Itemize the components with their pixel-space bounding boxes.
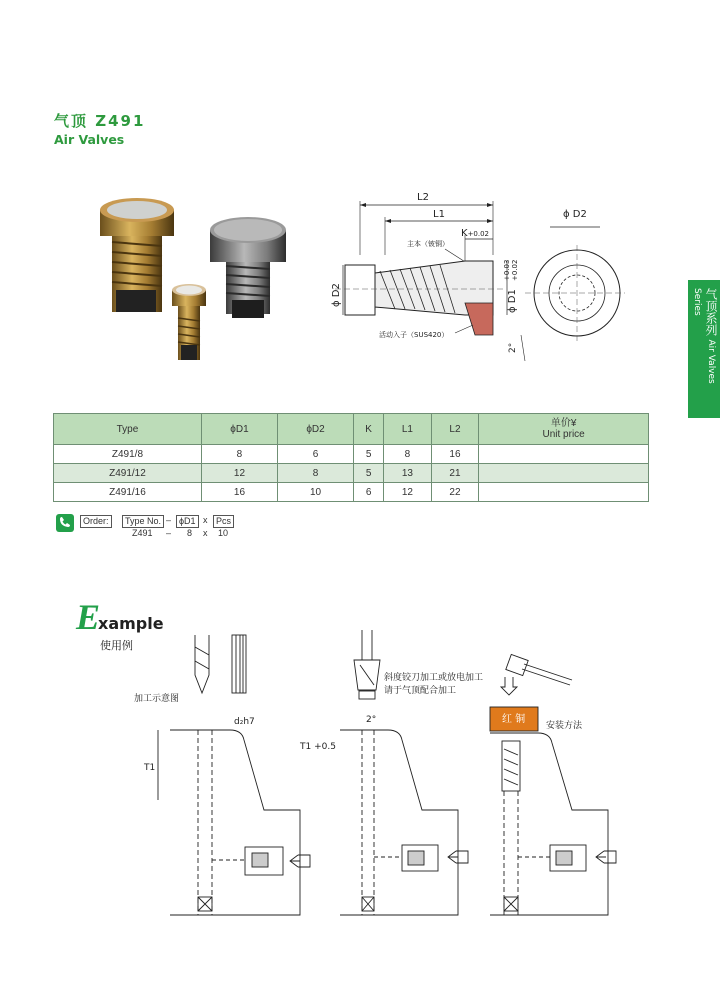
order-x: x: [203, 515, 208, 525]
brass-valve-large: [100, 198, 174, 312]
brass-valve-small: [172, 284, 206, 360]
reamer-icon: [232, 635, 246, 693]
col-K: K: [354, 414, 384, 445]
dim-L2: L2: [417, 192, 429, 203]
dim-D1-tol-top: +0.03: [503, 259, 511, 281]
cell-L1: 13: [384, 464, 432, 483]
order-dash: –: [166, 515, 172, 525]
example-heading: xample: [98, 614, 164, 633]
table-row: [54, 464, 649, 483]
angle-label: 2°: [366, 715, 377, 725]
process-label: 加工示意图: [134, 694, 180, 704]
dim-phiD2-end: ϕ D2: [563, 209, 587, 220]
dim-T1: T1: [144, 763, 156, 773]
order-pcs: Pcs: [213, 515, 234, 528]
order-format: [56, 514, 276, 540]
cell-type: Z491/12: [54, 464, 202, 483]
col-L2: L2: [431, 414, 479, 445]
note-line-2: 请于气顶配合加工: [384, 686, 457, 696]
order-example-pcs: 10: [218, 528, 229, 538]
copper-label: 红 铜: [502, 714, 526, 725]
cell-phiD1: 8: [201, 445, 277, 464]
cell-phiD2: 8: [277, 464, 353, 483]
col-phiD2: ϕD2: [277, 414, 353, 445]
section-tab-cn: 气顶系列: [704, 288, 718, 336]
taper-reamer-icon: [354, 630, 380, 699]
cell-type: Z491/16: [54, 483, 202, 502]
col-price: [479, 414, 649, 445]
page-title: 气顶 Z491: [54, 112, 146, 130]
dim-d2h7: d₂h7: [234, 717, 255, 727]
col-phiD1: ϕD1: [201, 414, 277, 445]
cell-L2: 21: [431, 464, 479, 483]
table-row: [54, 445, 649, 464]
order-example-type: Z491: [132, 528, 153, 538]
col-L1: L1: [384, 414, 432, 445]
dim-T1-05: T1 +0.5: [300, 742, 336, 752]
product-photo: [90, 190, 310, 370]
order-d1: ϕD1: [176, 515, 199, 528]
cell-L1: 8: [384, 445, 432, 464]
cell-L2: 22: [431, 483, 479, 502]
cell-type: Z491/8: [54, 445, 202, 464]
example-heading-cn: 使用例: [100, 639, 133, 652]
mold-3: [490, 733, 616, 915]
technical-drawing: [325, 185, 625, 365]
cell-L2: 16: [431, 445, 479, 464]
mold-1: [158, 730, 310, 915]
dim-phiD1: ϕ D1: [507, 289, 518, 313]
phone-icon: [56, 514, 74, 532]
install-label: 安装方法: [546, 721, 583, 731]
col-price-en: Unit price: [542, 429, 585, 440]
cell-phiD2: 6: [277, 445, 353, 464]
label-main-body: 主本（铍铜）: [407, 240, 449, 248]
order-example-d1: 8: [187, 528, 193, 538]
cell-price: [479, 464, 649, 483]
spec-table: [53, 413, 649, 502]
col-type: Type: [54, 414, 202, 445]
cell-price: [479, 445, 649, 464]
table-row: [54, 483, 649, 502]
example-heading-initial: E: [76, 597, 101, 637]
page-subtitle: Air Valves: [54, 132, 125, 147]
drill-bit-icon: [195, 635, 209, 693]
hammer-icon: [501, 654, 572, 695]
table-header-row: [54, 414, 649, 445]
dim-D1-tol-bot: +0.02: [511, 259, 519, 281]
cell-phiD1: 16: [201, 483, 277, 502]
example-diagram: [140, 625, 620, 925]
note-line-1: 斜度铰刀加工或放电加工: [384, 673, 484, 683]
mold-2: [340, 730, 468, 915]
dim-K: K+0.02: [461, 228, 490, 239]
steel-valve: [210, 217, 286, 318]
cell-price: [479, 483, 649, 502]
label-insert: 活动入子（SUS420）: [379, 331, 449, 339]
section-tab-en: Air Valves Series: [692, 288, 716, 384]
dim-angle: 2°: [508, 342, 518, 353]
dim-phiD2: ϕ D2: [331, 283, 342, 307]
cell-K: 6: [354, 483, 384, 502]
col-price-cn: 单价¥: [550, 418, 577, 429]
order-type-no: Type No.: [122, 515, 164, 528]
cell-phiD2: 10: [277, 483, 353, 502]
section-tab[interactable]: [688, 280, 720, 418]
dim-L1: L1: [433, 209, 445, 220]
cell-K: 5: [354, 445, 384, 464]
cell-phiD1: 12: [201, 464, 277, 483]
cell-L1: 12: [384, 483, 432, 502]
order-example-dash: –: [166, 528, 172, 538]
order-example-x: x: [203, 528, 208, 538]
cell-K: 5: [354, 464, 384, 483]
order-label: Order:: [80, 515, 112, 528]
